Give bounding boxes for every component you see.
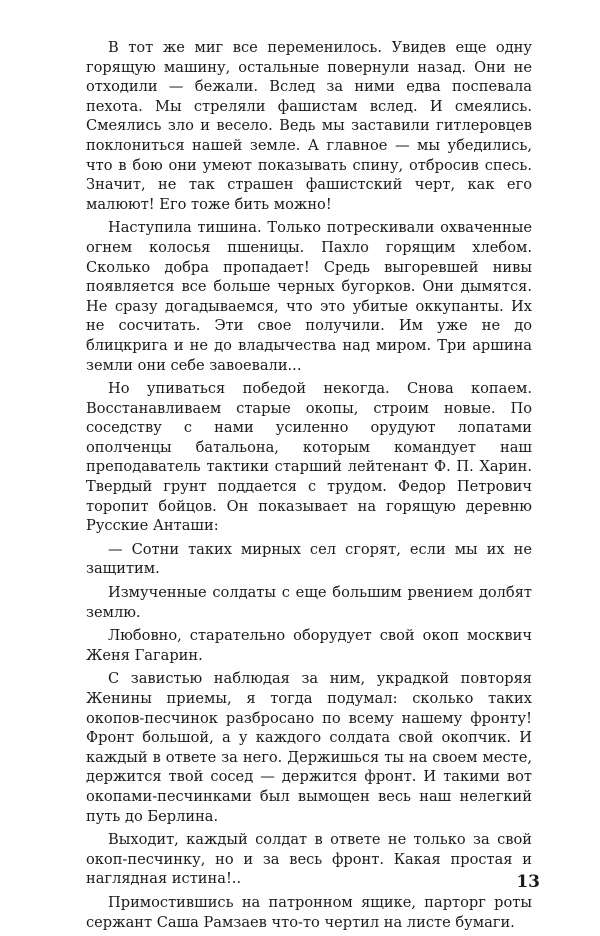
paragraph: Выходит, каждый солдат в ответе не только за свой окоп-песчинку, но и за весь фронт. Какая простая и наглядная истина!.. — [86, 831, 532, 888]
paragraph: Измученные солдаты с еще большим рвением долбят землю. — [86, 584, 532, 621]
paragraph: Любовно, старательно оборудует свой окоп москвич Женя Гагарин. — [86, 627, 532, 664]
page-body — [86, 38, 532, 936]
paragraph: В тот же миг все переменилось. Увидев еще одну горящую машину, остальные повернули назад. Они не отходили — бежали. Вслед за ними едва поспевала пехота. Мы стреляли фашистам вслед. И смеялись. Смеялись зло и весело. Ведь мы заставили гитлеровцев поклониться нашей земле. А главное — мы убедились, что в бою они умеют показывать спину, отбросив спесь. Значит, не так страшен фашистский черт, как его малюют! Его тоже бить можно! — [86, 39, 532, 213]
paragraph: Но упиваться победой некогда. Снова копаем. Восстанавливаем старые окопы, строим новые. По соседству с нами усиленно орудуют лопатами ополченцы батальона, которым командует наш преподаватель тактики старший лейтенант Ф. П. Харин. Твердый грунт поддается с трудом. Федор Петрович торопит бойцов. Он показывает на горящую деревню Русские Анташи: — [86, 380, 532, 535]
paragraph: Примостившись на патронном ящике, парторг роты сержант Саша Рамзаев что-то чертил на листе бумаги. — [86, 893, 532, 931]
paragraph: Наступила тишина. Только потрескивали охваченные огнем колосья пшеницы. Пахло горящим хлебом. Сколько добра пропадает! Средь выгоревшей нивы появляется все больше черных бугорков. Они дымятся. Не сразу догадываемся, что это убитые оккупанты. Их не сосчитать. Эти свое получили. Им уже не до блицкрига и не до владычества над миром. Три аршина земли они себе завоевали... — [86, 219, 532, 374]
dialogue-line: — Сотни таких мирных сел сгорят, если мы их не защитим. — [86, 540, 532, 578]
paragraph: С завистью наблюдая за ним, украдкой повторяя Женины приемы, я тогда подумал: сколько таких окопов-песчинок разбросано по всему нашему фронту! Фронт большой, а у каждого солдата свой окопчик. И каждый в ответе за него. Держишься ты на своем месте, держится твой сосед — держится фронт. И такими вот окопами-песчинками был вымощен весь наш нелегкий путь до Берлина. — [86, 670, 532, 825]
page-number: 13 — [516, 872, 540, 892]
